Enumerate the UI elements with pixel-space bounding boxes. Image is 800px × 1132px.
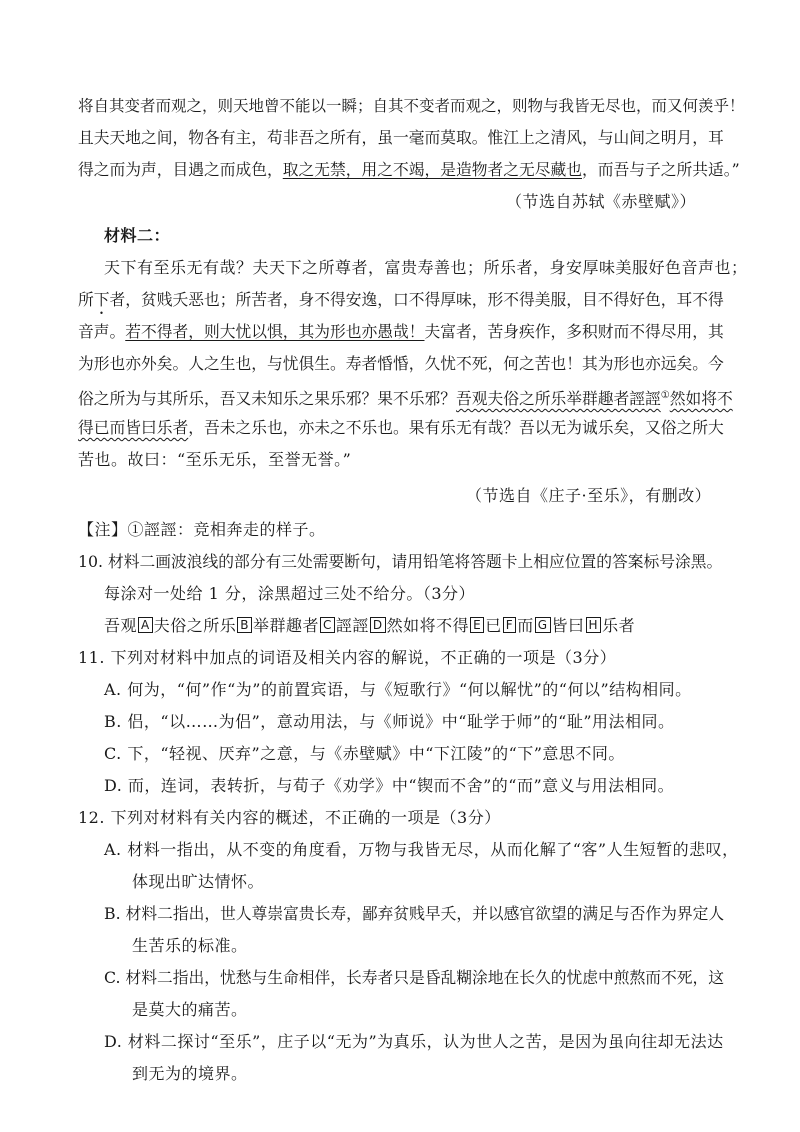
question-11-option-d: D. 而，连词，表转折，与荀子《劝学》中“锲而不舍”的“而”意义与用法相同。 — [104, 776, 675, 795]
question-12-option-d-line-1: D. 材料二探讨“至乐”，庄子以“无为”为真乐，认为世人之苦，是因为虽向往却无法达 — [104, 1032, 724, 1051]
dotted-word: 下 — [93, 290, 110, 309]
wavy-underlined-text: 得已而皆曰乐者 — [78, 418, 189, 437]
footnote: 【注】①誙誙：竞相奔走的样子。 — [78, 520, 326, 539]
segment: 举群趣者 — [252, 616, 319, 635]
text-span: 者，贫贱夭恶也；所苦者，身不得安逸，口不得厚味，形不得美服，目不得好色，耳不得 — [109, 290, 724, 309]
material-two-line-6 — [78, 418, 724, 438]
material-two-source: （节选自《庄子·至乐》，有删改） — [466, 486, 712, 505]
question-12-option-a-line-1: A. 材料一指出，从不变的角度看，万物与我皆无尽，从而化解了“客”人生短暂的悲叹， — [104, 840, 739, 859]
answer-box-d[interactable]: D — [370, 617, 386, 633]
text-span: 得之而为声，目遇之而成色， — [78, 160, 283, 179]
question-12-option-b-line-1: B. 材料二指出，世人尊崇富贵长寿，鄙弃贫贱早夭，并以感官欲望的满足与否作为界定人 — [104, 904, 725, 923]
material-two-heading: 材料二： — [104, 226, 171, 245]
question-12-option-b-line-2: 生苦乐的标准。 — [132, 936, 248, 955]
material-two-line-2 — [78, 290, 724, 318]
text-span: ，吾未之乐也，亦未之不乐也。果有乐无有哉？吾以无为诚乐矣，又俗之所大 — [188, 418, 724, 437]
segment: 吾观 — [104, 616, 138, 635]
answer-box-b[interactable]: B — [237, 617, 252, 633]
answer-box-g[interactable]: G — [535, 617, 551, 633]
material-two-line-7: 苦也。故曰：“至乐无乐，至誉无誉。” — [78, 450, 352, 469]
underlined-sentence: 取之无禁，用之不竭，是造物者之无尽藏也 — [282, 160, 582, 179]
underlined-sentence: 若不得者，则大忧以惧，其为形也亦愚哉！ — [125, 322, 425, 341]
answer-box-a[interactable]: A — [138, 617, 153, 633]
material-one-line-2: 且夫天地之间，物各有主，苟非吾之所有，虽一毫而莫取。惟江上之清风，与山间之明月，耳 — [78, 128, 724, 147]
answer-box-f[interactable]: F — [503, 617, 516, 633]
question-10-stem: 10. 材料二画波浪线的部分有三处需要断句，请用铅笔将答题卡上相应位置的答案标号涂黑。 — [78, 552, 723, 571]
segment: 夫俗之所乐 — [153, 616, 237, 635]
text-span: 音声。 — [78, 322, 126, 341]
text-span: ，而吾与子之所共适。” — [582, 160, 740, 179]
material-one-source: （节选自苏轼《赤壁赋》） — [506, 192, 697, 211]
question-12-option-d-line-2: 到无为的境界。 — [132, 1064, 248, 1083]
question-12-stem: 12. 下列对材料有关内容的概述，不正确的一项是（3分） — [78, 808, 501, 827]
answer-box-h[interactable]: H — [586, 617, 602, 633]
material-two-line-3 — [78, 322, 724, 342]
material-one-line-3 — [78, 160, 740, 180]
segment: 而 — [517, 616, 534, 635]
question-11-stem: 11. 下列对材料中加点的词语及相关内容的解说，不正确的一项是（3分） — [78, 648, 617, 667]
segment: 誙誙 — [335, 616, 369, 635]
question-12-option-c-line-2: 是莫大的痛苦。 — [132, 1000, 248, 1019]
text-span: 所 — [78, 290, 94, 309]
question-12-option-a-line-2: 体现出旷达情怀。 — [132, 872, 265, 891]
material-two-line-5 — [78, 386, 733, 409]
segment: 然如将不得 — [386, 616, 470, 635]
material-two-line-1: 天下有至乐无有哉？夫天下之所尊者，富贵寿善也；所乐者，身安厚味美服好色音声也； — [104, 258, 748, 277]
answer-box-c[interactable]: C — [320, 617, 335, 633]
question-12-option-c-line-1: C. 材料二指出，忧愁与生命相伴，长寿者只是昏乱糊涂地在长久的忧虑中煎熬而不死，这 — [104, 968, 725, 987]
footnote-marker: ① — [660, 390, 670, 401]
material-two-line-4: 为形也亦外矣。人之生也，与忧俱生。寿者惛惛，久忧不死，何之苦也！其为形也亦远矣。今 — [78, 354, 724, 373]
question-11-option-c: C. 下，“轻视、厌弃”之意，与《赤壁赋》中“下江陵”的“下”意思不同。 — [104, 744, 625, 763]
wavy-underlined-text: 然如将不 — [669, 389, 733, 408]
text-span: 夫富者，苦身疾作，多积财而不得尽用，其 — [424, 322, 724, 341]
wavy-underlined-text: 吾观夫俗之所乐举群趣者誙誙 — [456, 389, 661, 408]
segment: 已 — [485, 616, 502, 635]
question-10-segment-line — [104, 616, 635, 636]
question-11-option-a: A. 何为，“何”作“为”的前置宾语，与《短歌行》“何以解忧”的“何以”结构相同。 — [104, 680, 692, 699]
material-one-line-1: 将自其变者而观之，则天地曾不能以一瞬；自其不变者而观之，则物与我皆无尽也，而又何羡乎！ — [78, 97, 745, 115]
question-11-option-b: B. 侣，“以……为侣”，意动用法，与《师说》中“耻学于师”的“耻”用法相同。 — [104, 712, 675, 731]
question-10-instruction: 每涂对一处给 1 分，涂黑超过三处不给分。（3分） — [104, 584, 476, 603]
text-span: 俗之所为与其所乐，吾又未知乐之果乐邪？果不乐邪？ — [78, 389, 456, 408]
answer-box-e[interactable]: E — [470, 617, 484, 633]
segment: 皆曰 — [551, 616, 585, 635]
segment: 乐者 — [602, 616, 636, 635]
